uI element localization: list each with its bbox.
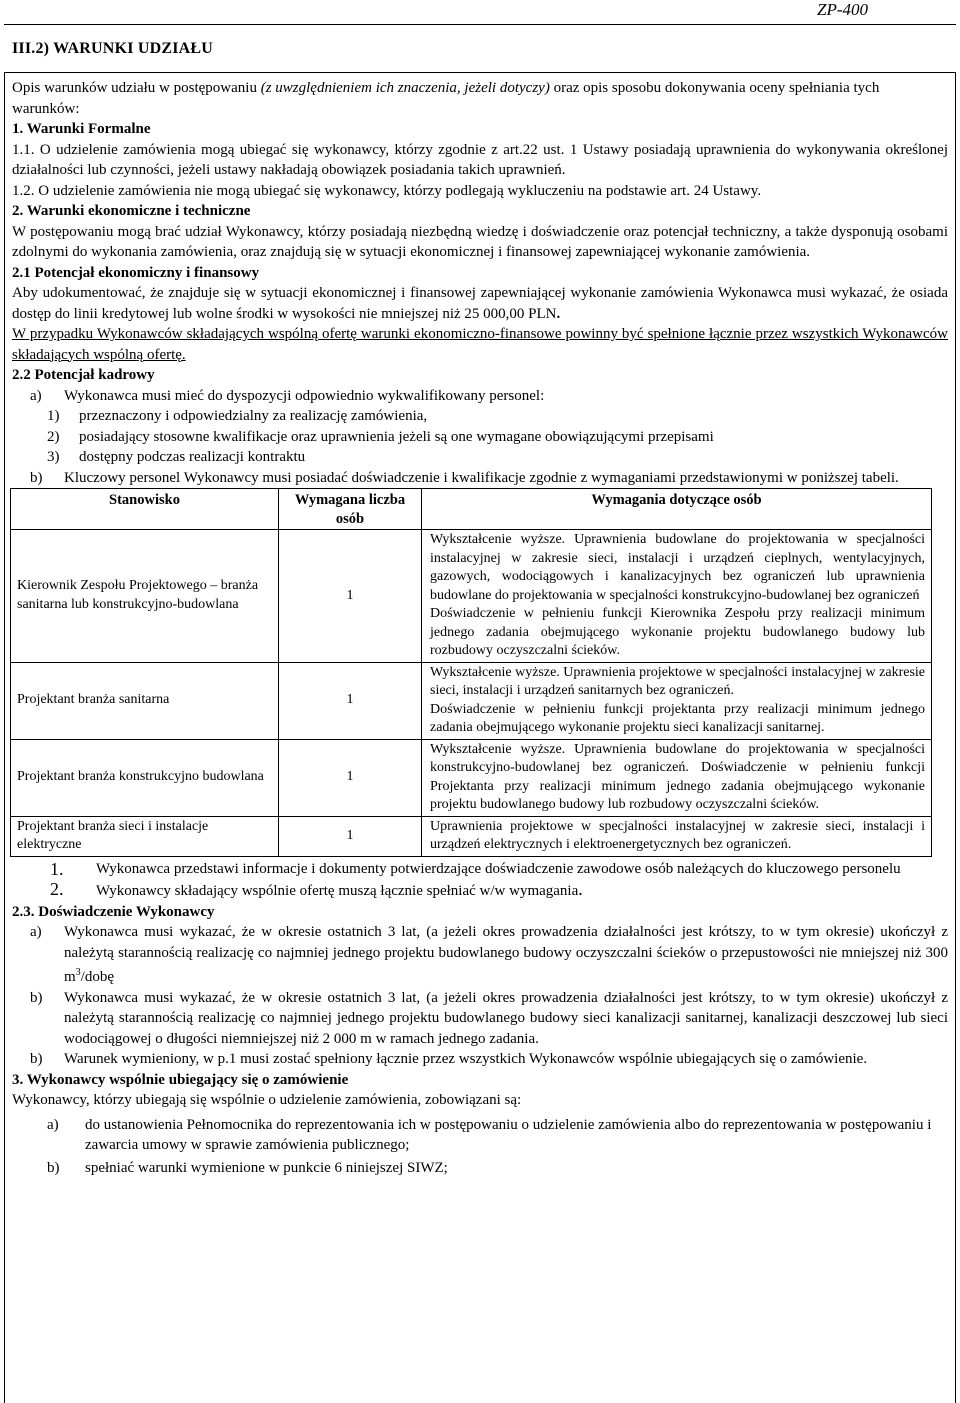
position-cell: Projektant branża sieci i instalacje elektryczne [11,816,279,856]
s2-3-item-a: a) Wykonawca musi wykazać, że w okresie ostatnich 3 lat, (a jeżeli okres prowadzenia działalności jest krótszy, to w tym okresie) ukończył z należytą starannością realizację co najmniej jednego projektu budowlanego budowy oczyszczalni ścieków o przepustowości nie mniejszej niż 300 $m^3$/dobę [30,924,948,985]
table-row [11,662,932,739]
table-row [11,816,932,856]
s2-3-item-b: b) Wykonawca musi wykazać, że w okresie ostatnich 3 lat, (a jeżeli okres prowadzenia działalności jest krótszy, to w tym okresie) ukończył z należytą starannością realizację co najmniej jednego projektu budowlanego budowy sieci kanalizacji sanitarnej, kanalizacji deszczowej lub sieci wodociągowej o długości niemniejszej niż 2 000 m w ramach jednego zadania. [30,989,948,1047]
s2-2-title: 2.2 Potencjał kadrowy [12,367,155,383]
table-row [11,530,932,663]
requirements-cell: Wykształcenie wyższe. Uprawnienia budowlane do projektowania w specjalności konstrukcyjno-budowlanej bez ograniczeń. Doświadczenie w pełnieniu funkcji Projektanta przy realizacji minimum jednego zadania obejmującego wykonanie projektu budowlanego budowy lub rozbudowy oczyszczalni ścieków. [422,739,932,816]
position-cell: Kierownik Zespołu Projektowego – branża sanitarna lub konstrukcyjno-budowlana [11,530,279,663]
personnel-sub-item: 1) przeznaczony i odpowiedzialny za realizację zamówienia, [47,408,428,424]
form-code: ZP-400 [817,0,868,19]
count-cell: 1 [279,816,422,856]
personnel-sub-item: 2) posiadający stosowne kwalifikacje oraz uprawnienia jeżeli są one wymagane obowiązującymi przepisami [47,428,714,445]
s2-intro: W postępowaniu mogą brać udział Wykonawcy, którzy posiadają niezbędną wiedzę i doświadczenie oraz potencjał techniczny, a także dysponują osobami zdolnymi do wykonania zamówienia, oraz znajdują się w sytuacji ekonomicznej i finansowej zapewniającej wykonanie zamówienia. [12,223,948,260]
count-cell: 1 [279,739,422,816]
s1-1-paragraph: 1.1. O udzielenie zamówienia mogą ubiegać się wykonawcy, którzy zgodnie z art.22 ust. 1 Ustawy posiadają uprawnienia do wykonywania określonej działalności lub czynności, jeżeli ustawy nakładają obowiązek posiadania takich uprawnień. [12,141,948,178]
s2-1-text: Aby udokumentować, że znajduje się w sytuacji ekonomicznej i finansowej zapewniającej wykonanie zamówienia Wykonawca musi wykazać, że osiada dostęp do linii kredytowej lub wolne środki w wysokości nie mniejszej niż 25 000,00 PLN. [12,285,948,322]
personnel-requirements-table [10,488,932,857]
header-divider [4,24,956,25]
s1-title: 1. Warunki Formalne [12,121,151,137]
personnel-sub-item: 3) dostępny podczas realizacji kontraktu [47,449,306,465]
requirements-cell: Wykształcenie wyższe. Uprawnienia budowlane do projektowania w specjalności instalacyjnej w zakresie sieci, instalacji i urządzeń cieplnych, wentylacyjnych, gazowych, wodociągowych i kanalizacyjnych bez ograniczeń lub uprawnienia budowlane do projektowania w specjalności konstrukcyjno-budowlanej bez ograniczeń Doświadczenie w pełnieniu funkcji Kierownika Zespołu przy realizacji minimum jednego zadania obejmującego wykonanie projektu budowlanego budowy lub rozbudowy oczyszczalni ścieków. [422,530,932,663]
intro-paragraph: Opis warunków udziału w postępowaniu (z uwzględnieniem ich znaczenia, jeżeli dotyczy) oraz opis sposobu dokonywania oceny spełniania tych warunków: [12,80,880,117]
position-cell: Projektant branża sanitarna [11,662,279,739]
table-row [11,739,932,816]
s3-intro: Wykonawcy, którzy ubiegają się wspólnie o udzielenie zamówienia, zobowiązani są: [12,1092,522,1108]
note-item: 2. Wykonawcy składający wspólnie ofertę muszą łącznie spełniać w/w wymagania. [50,879,583,899]
table-header-position: Stanowisko [11,489,279,530]
position-cell: Projektant branża konstrukcyjno budowlana [11,739,279,816]
s3-item-a: a) do ustanowienia Pełnomocnika do reprezentowania ich w postępowaniu o udzielenie zamówienia albo do reprezentowania w postępowaniu i zawarcia umowy w sprawie zamówienia publicznego; [47,1116,932,1153]
s3-item-b: b) spełniać warunki wymienione w punkcie 6 niniejszej SIWZ; [47,1159,448,1176]
s2-2-item-b: b) Kluczowy personel Wykonawcy musi posiadać doświadczenie i kwalifikacje zgodnie z wymaganiami przedstawionymi w poniższej tabeli. [30,469,899,486]
s2-3-item-b-joint: b) Warunek wymieniony, w p.1 musi zostać spełniony łącznie przez wszystkich Wykonawców wspólnie ubiegających się o zamówienie. [30,1051,868,1067]
table-header-row [11,489,932,530]
s2-1-title: 2.1 Potencjał ekonomiczny i finansowy [12,264,260,281]
s3-title: 3. Wykonawcy wspólnie ubiegający się o zamówienie [12,1071,349,1088]
s2-2-item-a: a) Wykonawca musi mieć do dyspozycji odpowiednio wykwalifikowany personel: [30,387,545,404]
s2-3-title: 2.3. Doświadczenie Wykonawcy [12,903,215,920]
document-body [12,78,948,1178]
count-cell: 1 [279,530,422,663]
s2-title: 2. Warunki ekonomiczne i techniczne [12,203,251,219]
table-header-count: Wymagana liczba osób [279,489,422,530]
requirements-cell: Wykształcenie wyższe. Uprawnienia projektowe w specjalności instalacyjnej w zakresie sieci, instalacji i urządzeń sanitarnych bez ograniczeń. Doświadczenie w pełnieniu funkcji projektanta przy realizacji minimum jednego zadania obejmującego wykonanie projektu sieci kanalizacji sanitarnej. [422,662,932,739]
count-cell: 1 [279,662,422,739]
requirements-cell: Uprawnienia projektowe w specjalności instalacyjnej w zakresie sieci, instalacji i urządzeń elektrycznych i elektroenergetycznych bez ograniczeń. [422,816,932,856]
section-title: III.2) WARUNKI UDZIAŁU [12,40,214,57]
note-item: 1. Wykonawca przedstawi informacje i dokumenty potwierdzające doświadczenie zawodowe osób należących do kluczowego personelu [50,858,901,879]
s2-1-joint-offer: W przypadku Wykonawców składających wspólną ofertę warunki ekonomiczno-finansowe powinny być spełnione łącznie przez wszystkich Wykonawców składających wspólną ofertę. [12,326,948,363]
s1-2-paragraph: 1.2. O udzielenie zamówienia nie mogą ubiegać się wykonawcy, którzy podlegają wykluczeniu na podstawie art. 24 Ustawy. [12,182,762,199]
table-header-requirements: Wymagania dotyczące osób [422,489,932,530]
